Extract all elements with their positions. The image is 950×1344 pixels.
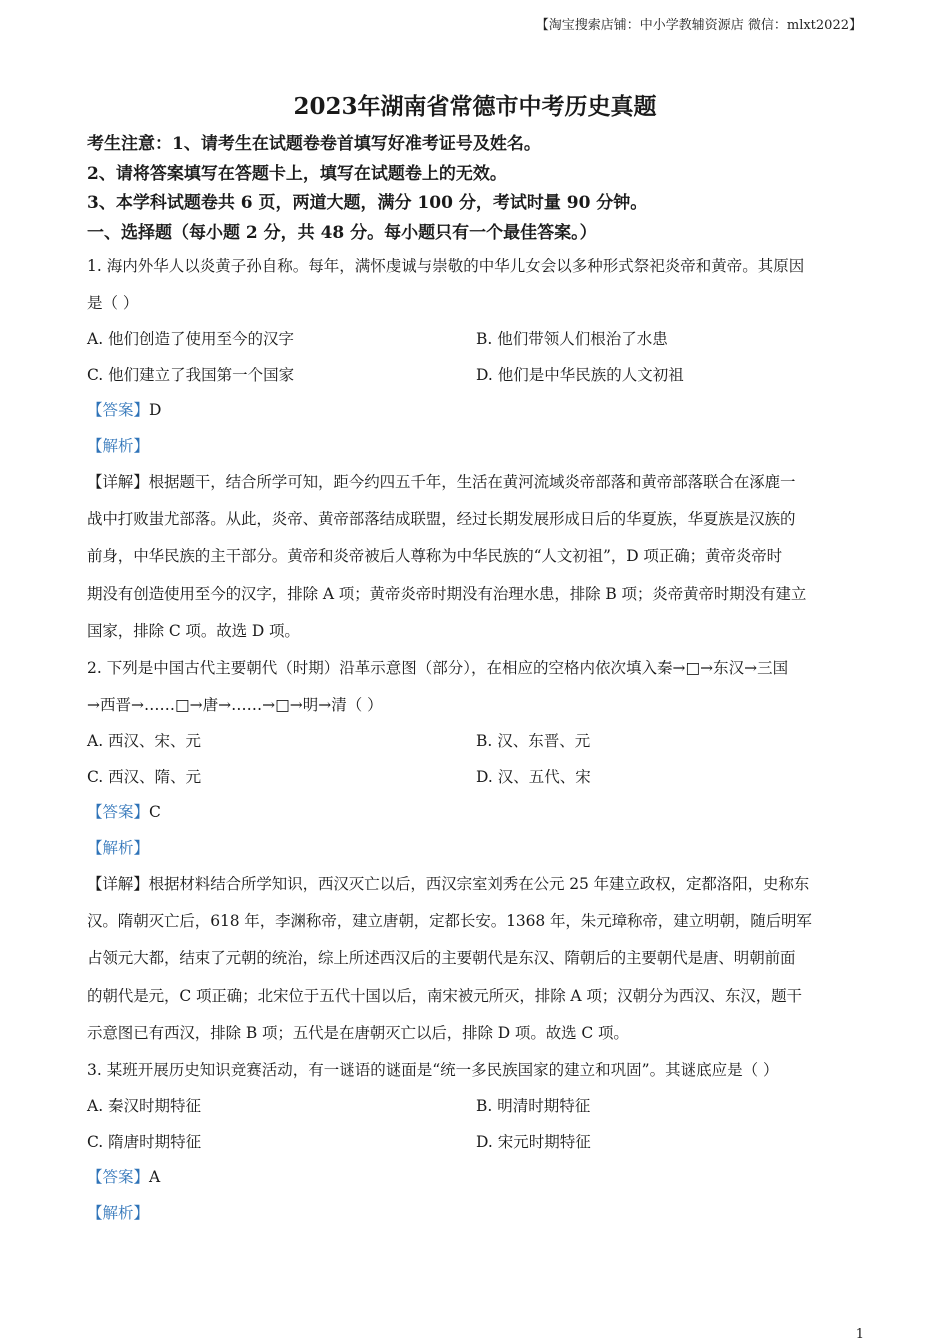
- section-heading: 一、选择题（每小题 2 分，共 48 分。每小题只有一个最佳答案。）: [87, 222, 597, 243]
- detail-line: 前身，中华民族的主干部分。黄帝和炎帝被后人尊称为中华民族的“人文初祖”，D 项正确；黄帝炎帝时: [87, 547, 783, 566]
- detail-line: 示意图已有西汉，排除 B 项；五代是在唐朝灭亡以后，排除 D 项。故选 C 项。: [87, 1023, 629, 1042]
- analysis-line: [87, 1196, 865, 1232]
- options-row: [87, 724, 865, 760]
- header-note: 【淘宝搜索店铺：中小学教辅资源店 微信：mlxt2022】: [535, 18, 862, 33]
- option-d: D. 他们是中华民族的人文初祖: [476, 365, 684, 384]
- options-row: [87, 760, 865, 796]
- option-c: C. 隋唐时期特征: [87, 1132, 202, 1151]
- detail-line: 国家，排除 C 项。故选 D 项。: [87, 621, 300, 640]
- answer-tag: 【答案】: [87, 803, 150, 822]
- answer-value: D: [149, 401, 162, 419]
- detail-line: [87, 464, 865, 501]
- options-row: [87, 1125, 865, 1161]
- document-body: [87, 130, 865, 1231]
- option-a: A. 西汉、宋、元: [87, 732, 202, 751]
- page-title: 2023年湖南省常德市中考历史真题: [293, 93, 657, 120]
- detail-line: 占领元大都，结束了元朝的统治，综上所述西汉后的主要朝代是东汉、隋朝后的主要朝代是唐、明朝前面: [87, 949, 796, 968]
- detail-tag: 【详解】: [87, 473, 149, 491]
- analysis-line: [87, 429, 865, 465]
- option-b: B. 汉、东晋、元: [476, 732, 591, 751]
- analysis-tag: 【解析】: [87, 436, 150, 455]
- detail-text: 根据题干，结合所学可知，距今约四五千年，生活在黄河流域炎帝部落和黄帝部落联合在涿鹿一: [148, 473, 796, 491]
- page-number: 1: [855, 1327, 864, 1342]
- options-row: [87, 322, 865, 358]
- answer-tag: 【答案】: [87, 401, 150, 419]
- detail-line: 战中打败蚩尤部落。从此，炎帝、黄帝部落结成联盟，经过长期发展形成日后的华夏族，华夏族是汉族的: [87, 510, 796, 529]
- option-b: B. 他们带领人们根治了水患: [476, 330, 668, 348]
- detail-line: [87, 866, 865, 903]
- option-d: D. 汉、五代、宋: [476, 767, 591, 786]
- question-3: [87, 1052, 865, 1231]
- answer-line: [87, 1160, 865, 1196]
- detail-line: 汉。隋朝灭亡后，618 年，李渊称帝，建立唐朝，定都长安。1368 年，朱元璋称帝，建立明朝，随后明军: [87, 912, 812, 931]
- detail-tag: 【详解】: [87, 875, 149, 894]
- detail-line: 期没有创造使用至今的汉字，排除 A 项；黄帝炎帝时期没有治理水患，排除 B 项；炎帝黄帝时期没有建立: [87, 584, 807, 603]
- question-stem: 3. 某班开展历史知识竞赛活动，有一谜语的谜面是“统一多民族国家的建立和巩固”。其谜底应是（ ）: [87, 1061, 779, 1080]
- option-c: C. 他们建立了我国第一个国家: [87, 365, 295, 384]
- question-stem: 1. 海内外华人以炎黄子孙自称。每年，满怀虔诚与崇敬的中华儿女会以多种形式祭祀炎帝和黄帝。其原因: [87, 257, 805, 275]
- answer-value: C: [149, 803, 161, 822]
- options-row: [87, 1089, 865, 1125]
- option-c: C. 西汉、隋、元: [87, 767, 202, 786]
- analysis-line: [87, 831, 865, 867]
- question-2: [87, 650, 865, 1052]
- answer-tag: 【答案】: [87, 1168, 150, 1187]
- question-stem: 是（ ）: [87, 294, 139, 312]
- option-d: D. 宋元时期特征: [476, 1132, 591, 1151]
- question-1: [87, 248, 865, 650]
- notice-line: 2、请将答案填写在答题卡上，填写在试题卷上的无效。: [87, 163, 507, 184]
- notice-line: 考生注意：1、请考生在试题卷卷首填写好准考证号及姓名。: [87, 134, 541, 154]
- question-stem: 2. 下列是中国古代主要朝代（时期）沿革示意图（部分），在相应的空格内依次填入秦→□→东汉→三国: [87, 659, 789, 678]
- option-a: A. 秦汉时期特征: [87, 1097, 202, 1116]
- answer-line: [87, 393, 865, 429]
- option-a: A. 他们创造了使用至今的汉字: [87, 330, 295, 348]
- notice-line: 3、本学科试题卷共 6 页，两道大题，满分 100 分，考试时量 90 分钟。: [87, 193, 648, 213]
- answer-value: A: [149, 1168, 161, 1187]
- options-row: [87, 358, 865, 394]
- detail-text: 根据材料结合所学知识，西汉灭亡以后，西汉宗室刘秀在公元 25 年建立政权，定都洛阳，史称东: [148, 875, 810, 894]
- option-b: B. 明清时期特征: [476, 1097, 591, 1116]
- analysis-tag: 【解析】: [87, 838, 150, 857]
- analysis-tag: 【解析】: [87, 1203, 150, 1222]
- detail-line: 的朝代是元，C 项正确；北宋位于五代十国以后，南宋被元所灭，排除 A 项；汉朝分为西汉、东汉，题干: [87, 986, 802, 1005]
- answer-line: [87, 795, 865, 831]
- question-stem: →西晋→……□→唐→……→□→明→清（ ）: [87, 696, 383, 715]
